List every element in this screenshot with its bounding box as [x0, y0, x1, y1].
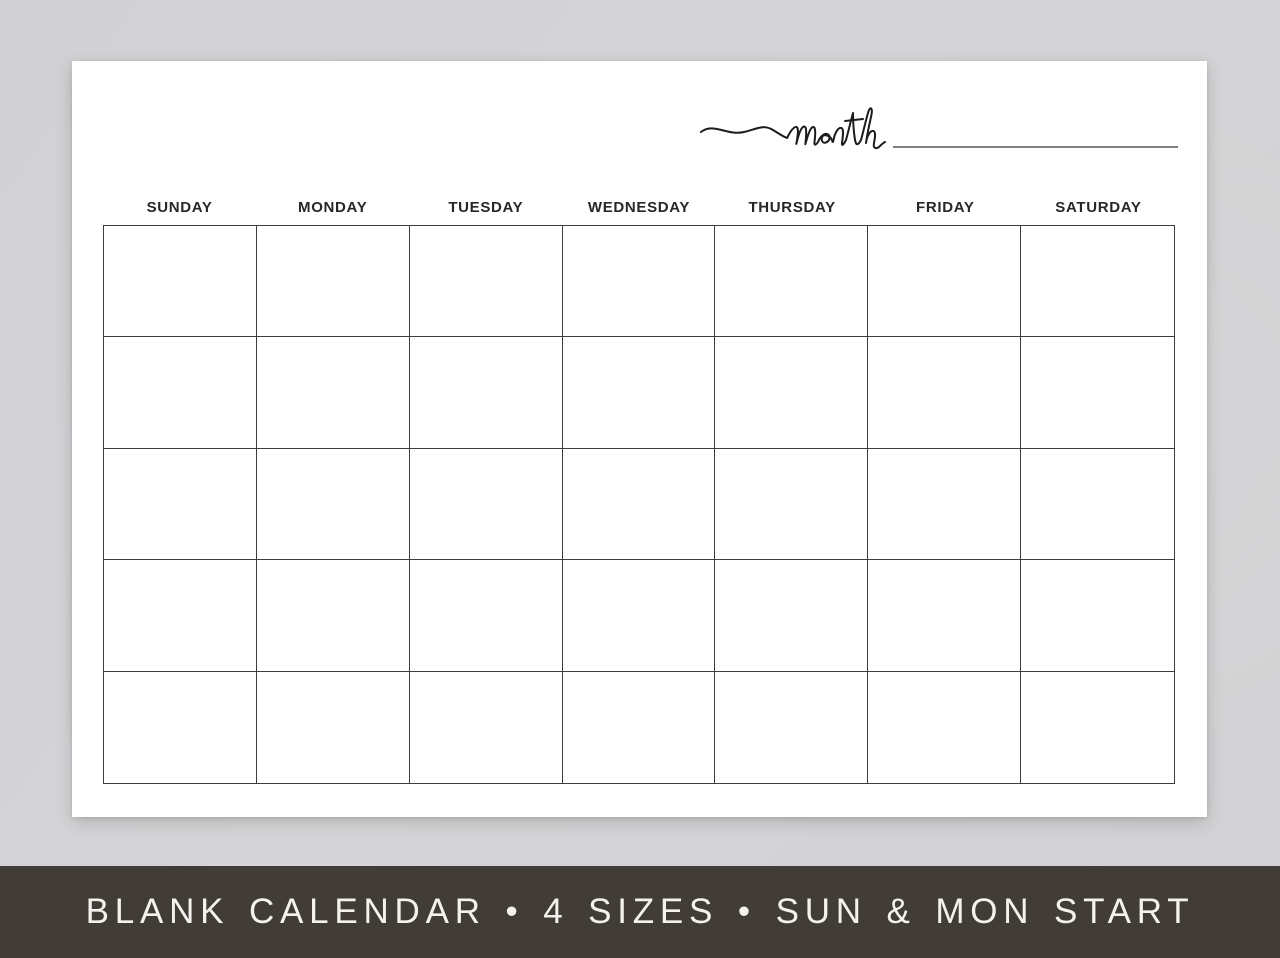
calendar-cell: [868, 226, 1021, 337]
calendar-cell: [1021, 337, 1174, 448]
calendar-cell: [715, 560, 868, 671]
calendar-cell: [868, 337, 1021, 448]
calendar-cell: [868, 449, 1021, 560]
calendar-cell: [257, 672, 410, 783]
calendar-cell: [715, 672, 868, 783]
calendar-cell: [104, 449, 257, 560]
calendar-cell: [1021, 560, 1174, 671]
calendar-cell: [715, 449, 868, 560]
calendar-cell: [715, 226, 868, 337]
calendar-cell: [868, 560, 1021, 671]
caption-text: BLANK CALENDAR • 4 SIZES • SUN & MON START: [85, 892, 1195, 931]
calendar-grid: [103, 225, 1175, 784]
day-header-sunday: SUNDAY: [146, 198, 213, 216]
calendar-cell: [1021, 449, 1174, 560]
calendar-cell: [563, 226, 716, 337]
day-header-monday: MONDAY: [298, 198, 368, 216]
calendar-cell: [563, 449, 716, 560]
day-header-thursday: THURSDAY: [748, 198, 836, 216]
calendar-cell: [410, 560, 563, 671]
calendar-cell: [104, 337, 257, 448]
calendar-cell: [1021, 672, 1174, 783]
calendar-cell: [104, 672, 257, 783]
calendar-cell: [257, 337, 410, 448]
calendar-cell: [410, 672, 563, 783]
calendar-cell: [563, 560, 716, 671]
calendar-cell: [410, 449, 563, 560]
calendar-cell: [563, 337, 716, 448]
calendar-cell: [410, 226, 563, 337]
calendar-cell: [104, 226, 257, 337]
day-header-saturday: SATURDAY: [1055, 198, 1142, 216]
calendar-cell: [563, 672, 716, 783]
calendar-cell: [715, 337, 868, 448]
month-fill-in-line: [893, 146, 1178, 148]
calendar-cell: [257, 560, 410, 671]
calendar-cell: [104, 560, 257, 671]
day-header-row: [103, 195, 1175, 219]
calendar-sheet: [72, 61, 1207, 817]
month-label: [72, 61, 73, 62]
calendar-cell: [410, 337, 563, 448]
day-header-tuesday: TUESDAY: [448, 198, 524, 216]
day-header-wednesday: WEDNESDAY: [587, 198, 691, 216]
month-script-lettering: [698, 98, 893, 156]
calendar-cell: [257, 449, 410, 560]
day-header-friday: FRIDAY: [916, 198, 975, 216]
calendar-cell: [1021, 226, 1174, 337]
calendar-cell: [868, 672, 1021, 783]
caption-banner: [0, 866, 1280, 958]
calendar-cell: [257, 226, 410, 337]
